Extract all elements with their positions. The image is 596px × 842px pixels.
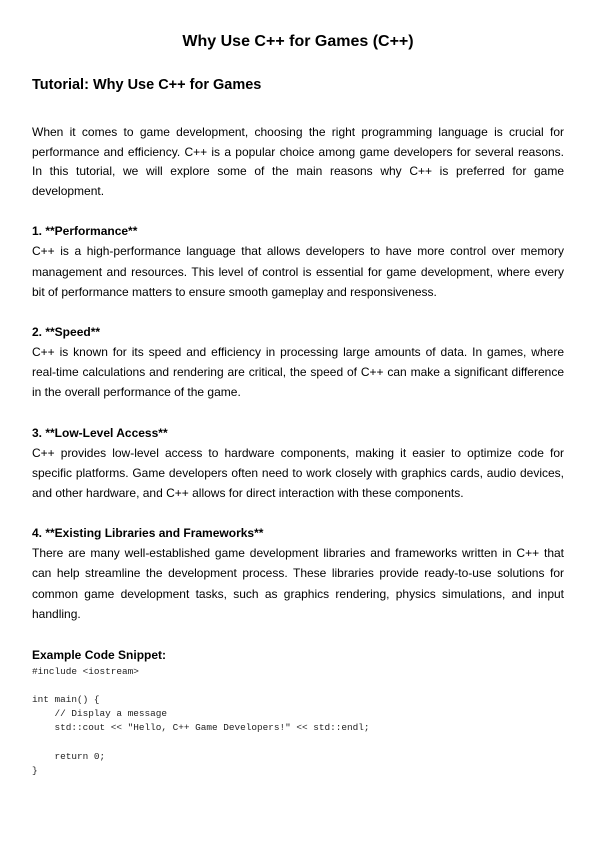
section-body: C++ is a high-performance language that allows developers to have more control over memory management and resources. This level of control is essential for game development, where every bit of performance matters to ensure smooth gameplay and responsiveness.	[32, 244, 564, 299]
section-performance	[32, 222, 564, 302]
section-heading: 4. **Existing Libraries and Frameworks**	[32, 526, 264, 541]
section-heading: 2. **Speed**	[32, 324, 101, 339]
section-body: C++ is known for its speed and efficiency in processing large amounts of data. In games, where real-time calculations and rendering are critical, the speed of C++ can make a significant difference in the overall performance of the game.	[32, 344, 564, 400]
example-code-heading: Example Code Snippet:	[32, 648, 167, 663]
section-low-level-access	[32, 424, 564, 504]
section-heading: 1. **Performance**	[32, 224, 138, 239]
document-title: Why Use C++ for Games (C++)	[182, 33, 414, 50]
section-body: There are many well-established game development libraries and frameworks written in C++ that can help streamline the development process. These libraries provide ready-to-use solutions for common game development tasks, such as graphics rendering, physics simulations, and input handling.	[32, 546, 564, 621]
tutorial-heading: Tutorial: Why Use C++ for Games	[32, 77, 262, 93]
intro-paragraph: When it comes to game development, choosing the right programming language is crucial for performance and efficiency. C++ is a popular choice among game developers for several reasons. In this tutorial, we will explore some of the main reasons why C++ is preferred for game development.	[32, 125, 564, 198]
code-snippet: #include <iostream> int main() { // Display a message std::cout << "Hello, C++ Game Developers!" << std::endl; return 0; }	[32, 666, 370, 776]
section-body: C++ provides low-level access to hardware components, making it easier to optimize code for specific platforms. Game developers often need to work closely with graphics cards, audio devices, and other hardware, and C++ allows for direct interaction with these components.	[32, 445, 564, 500]
section-speed	[32, 323, 564, 403]
section-libraries-frameworks	[32, 524, 564, 624]
section-heading: 3. **Low-Level Access**	[32, 425, 168, 440]
